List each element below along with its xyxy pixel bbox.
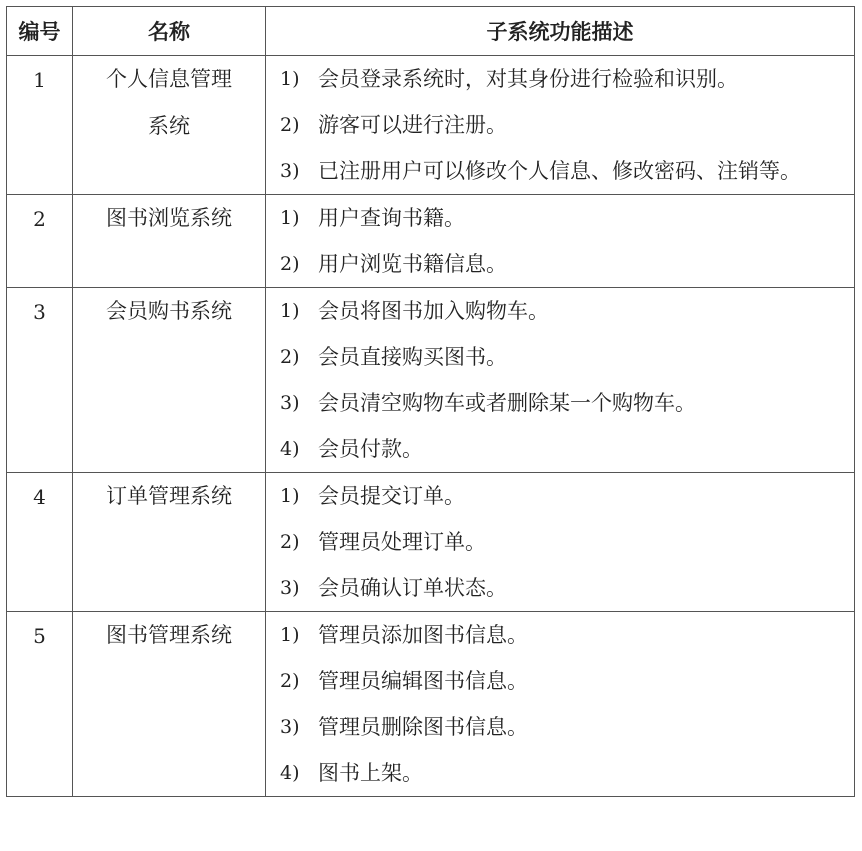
subsystem-description <box>266 473 855 612</box>
list-item <box>280 56 854 102</box>
item-index: 4) <box>280 762 300 784</box>
list-item <box>280 565 854 611</box>
list-item <box>280 612 854 658</box>
item-text: 管理员处理订单。 <box>318 530 486 554</box>
subsystem-name: 图书浏览系统 <box>73 195 266 288</box>
item-index: 3) <box>280 716 300 738</box>
item-index: 2) <box>280 670 300 692</box>
item-index: 1) <box>280 68 300 90</box>
list-item <box>280 658 854 704</box>
item-index: 3) <box>280 392 300 414</box>
subsystem-description <box>266 612 855 797</box>
list-item <box>280 426 854 472</box>
header-name: 名称 <box>73 7 266 56</box>
list-item <box>280 102 854 148</box>
item-text: 已注册用户可以修改个人信息、修改密码、注销等。 <box>318 159 801 183</box>
item-text: 会员清空购物车或者删除某一个购物车。 <box>318 391 696 415</box>
item-text: 会员提交订单。 <box>318 484 465 508</box>
header-description: 子系统功能描述 <box>266 7 855 56</box>
list-item <box>280 704 854 750</box>
list-item <box>280 334 854 380</box>
item-text: 管理员删除图书信息。 <box>318 715 528 739</box>
item-text: 会员将图书加入购物车。 <box>318 299 549 323</box>
item-text: 会员登录系统时，对其身份进行检验和识别。 <box>318 67 738 91</box>
list-item <box>280 288 854 334</box>
subsystem-name: 个人信息管理系统 <box>73 56 266 195</box>
row-number: 3 <box>7 288 73 473</box>
item-index: 1) <box>280 207 300 229</box>
item-index: 2) <box>280 253 300 275</box>
list-item <box>280 241 854 287</box>
item-text: 管理员添加图书信息。 <box>318 623 528 647</box>
subsystem-name: 图书管理系统 <box>73 612 266 797</box>
list-item <box>280 195 854 241</box>
table-row <box>7 473 855 612</box>
item-text: 会员付款。 <box>318 437 423 461</box>
table-row <box>7 56 855 195</box>
subsystem-table <box>6 6 855 797</box>
item-index: 3) <box>280 160 300 182</box>
row-number: 2 <box>7 195 73 288</box>
subsystem-description <box>266 288 855 473</box>
list-item <box>280 519 854 565</box>
item-text: 图书上架。 <box>318 761 423 785</box>
list-item <box>280 750 854 796</box>
item-index: 4) <box>280 438 300 460</box>
subsystem-name: 订单管理系统 <box>73 473 266 612</box>
item-index: 1) <box>280 300 300 322</box>
row-number: 1 <box>7 56 73 195</box>
item-index: 1) <box>280 624 300 646</box>
header-number: 编号 <box>7 7 73 56</box>
list-item <box>280 148 854 194</box>
list-item <box>280 380 854 426</box>
row-number: 5 <box>7 612 73 797</box>
item-text: 会员直接购买图书。 <box>318 345 507 369</box>
table-header-row <box>7 7 855 56</box>
item-index: 2) <box>280 346 300 368</box>
item-index: 1) <box>280 485 300 507</box>
item-index: 2) <box>280 114 300 136</box>
subsystem-description <box>266 195 855 288</box>
table-row <box>7 195 855 288</box>
table-row <box>7 288 855 473</box>
subsystem-description <box>266 56 855 195</box>
item-index: 2) <box>280 531 300 553</box>
item-text: 用户查询书籍。 <box>318 206 465 230</box>
item-text: 会员确认订单状态。 <box>318 576 507 600</box>
list-item <box>280 473 854 519</box>
item-text: 管理员编辑图书信息。 <box>318 669 528 693</box>
row-number: 4 <box>7 473 73 612</box>
item-text: 游客可以进行注册。 <box>318 113 507 137</box>
item-text: 用户浏览书籍信息。 <box>318 252 507 276</box>
subsystem-name: 会员购书系统 <box>73 288 266 473</box>
table-row <box>7 612 855 797</box>
item-index: 3) <box>280 577 300 599</box>
